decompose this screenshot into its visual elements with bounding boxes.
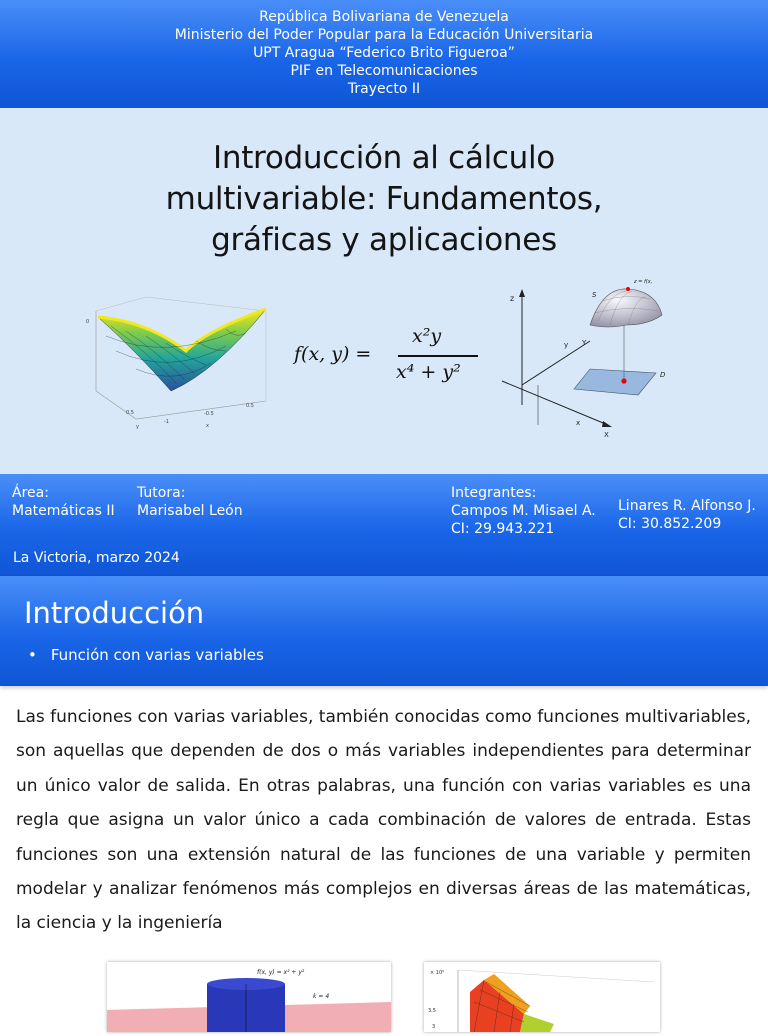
tick-label: 3.5 — [428, 1008, 436, 1014]
title-line: gráficas y aplicaciones — [211, 222, 557, 258]
thumb-label: × 10⁵ — [430, 970, 445, 976]
member-name: Linares R. Alfonso J. — [618, 498, 756, 514]
axis-label: x — [576, 419, 581, 427]
tutor-value: Marisabel León — [137, 503, 243, 519]
area-block — [12, 484, 115, 520]
formula-lhs: f(x, y) = — [294, 343, 372, 365]
member-ci: CI: 29.943.221 — [451, 521, 555, 537]
axis-label: z — [510, 294, 515, 303]
members-block — [451, 484, 596, 538]
members-label: Integrantes: — [451, 485, 537, 501]
axis-label: y — [564, 341, 569, 349]
area-label: Área: — [12, 485, 49, 501]
surface-label: S — [592, 291, 597, 299]
intro-section-header — [0, 576, 768, 686]
formula-numerator: x²y — [412, 325, 442, 347]
axis-label: X — [604, 431, 609, 439]
axis-label: x — [206, 423, 209, 429]
bullet-text: Función con varias variables — [50, 646, 264, 664]
surface-plot-image — [86, 291, 276, 431]
body-paragraph: Las funciones con varias variables, también conocidas como funciones multivariables, son aquellas que dependen de dos o más variables independientes para determinar un único valor de salida. En otras palabras, una función con varias variables es una regla que asigna un valor único a cada combinación de valores de entrada. Estas funciones son una extensión natural de las funciones de una variable y permiten modelar y analizar fenómenos más complejos en diversas áreas de las matemáticas, la ciencia y la ingeniería — [16, 707, 751, 934]
domain-surface-diagram — [498, 279, 678, 445]
figure-row — [0, 279, 768, 445]
function-formula — [290, 325, 490, 385]
tick-label: 0.5 — [126, 410, 134, 416]
member-ci: CI: 30.852.209 — [618, 516, 722, 532]
thumb-caption: f(x, y) = x² + y² — [257, 969, 305, 976]
title-line: Introducción al cálculo — [213, 140, 555, 176]
fraction-bar — [398, 355, 478, 357]
function-label: z = f(x, — [634, 279, 653, 285]
axis-label: Y — [582, 339, 587, 347]
place-date: La Victoria, marzo 2024 — [13, 550, 180, 566]
header-line: Trayecto II — [347, 81, 421, 97]
tick-label: 0.5 — [246, 403, 254, 409]
thumb-label: k = 4 — [313, 993, 330, 1000]
tutor-block — [137, 484, 243, 520]
tick-label: 3 — [432, 1024, 436, 1030]
figure-thumbnail-right — [424, 962, 660, 1032]
tick-label: -1 — [164, 419, 169, 425]
bullet-item — [28, 646, 264, 664]
tick-label: 0 — [86, 319, 90, 325]
title-line: multivariable: Fundamentos, — [165, 181, 603, 217]
area-value: Matemáticas II — [12, 503, 115, 519]
domain-label: D — [660, 371, 666, 379]
formula-denominator: x⁴ + y² — [396, 361, 461, 383]
institution-header — [0, 0, 768, 108]
cylinder-plane-image — [107, 962, 391, 1032]
member2-block — [618, 497, 756, 533]
document-title — [0, 138, 768, 261]
header-line: República Bolivariana de Venezuela — [259, 9, 509, 25]
figure-thumbnail-left — [107, 962, 391, 1032]
section-title: Introducción — [24, 596, 205, 630]
header-line: PIF en Telecomunicaciones — [290, 63, 478, 79]
member-name: Campos M. Misael A. — [451, 503, 596, 519]
bullet-icon: • — [28, 646, 37, 664]
header-line: UPT Aragua “Federico Brito Figueroa” — [253, 45, 515, 61]
header-line: Ministerio del Poder Popular para la Educación Universitaria — [174, 27, 594, 43]
axis-label: y — [136, 424, 139, 430]
info-band — [0, 474, 768, 576]
surface-grid-image — [424, 962, 660, 1032]
tick-label: -0.5 — [204, 411, 214, 417]
tutor-label: Tutora: — [137, 485, 186, 501]
